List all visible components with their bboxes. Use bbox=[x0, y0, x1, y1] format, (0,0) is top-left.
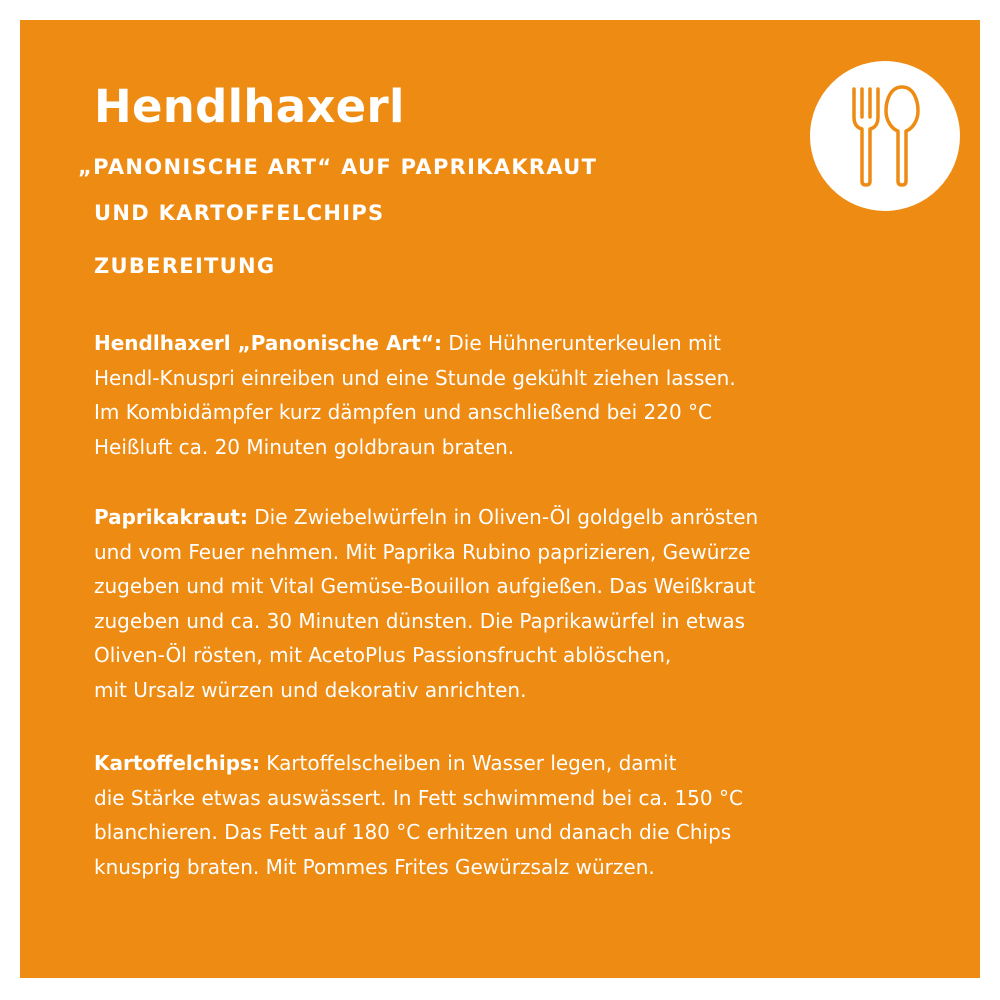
recipe-title: Hendlhaxerl bbox=[94, 80, 405, 133]
paragraph-line: zugeben und mit Vital Gemüse-Bouillon aufgießen. Das Weißkraut bbox=[94, 574, 756, 598]
paragraph-lead: Hendlhaxerl „Panonische Art“: bbox=[94, 331, 442, 355]
paragraph-line: Im Kombidämpfer kurz dämpfen und anschließend bei 220 °C bbox=[94, 400, 712, 424]
recipe-card bbox=[20, 20, 980, 978]
paragraph-line: und vom Feuer nehmen. Mit Paprika Rubino paprizieren, Gewürze bbox=[94, 539, 751, 564]
paragraph-line: die Stärke etwas auswässert. In Fett schwimmend bei ca. 150 °C bbox=[94, 785, 743, 810]
paragraph-kartoffelchips bbox=[94, 746, 934, 884]
subtitle-line-1: „PANONISCHE ART“ AUF PAPRIKAKRAUT bbox=[78, 155, 598, 179]
paragraph-line bbox=[94, 326, 934, 361]
paragraph-line: zugeben und ca. 30 Minuten dünsten. Die Paprikawürfel in etwas bbox=[94, 608, 746, 633]
paragraph-line: mit Ursalz würzen und dekorativ anrichten. bbox=[94, 677, 527, 702]
paragraph-line: Oliven-Öl rösten, mit AcetoPlus Passionsfrucht ablöschen, bbox=[94, 643, 672, 667]
paragraph-lead: Kartoffelchips: bbox=[94, 751, 260, 775]
paragraph-text: Die Zwiebelwürfeln in Oliven-Öl goldgelb anrösten bbox=[247, 505, 759, 529]
paragraph-line bbox=[94, 500, 934, 535]
paragraph-line bbox=[94, 746, 934, 781]
paragraph-line: Hendl-Knuspri einreiben und eine Stunde gekühlt ziehen lassen. bbox=[94, 365, 736, 390]
paragraph-paprikakraut bbox=[94, 500, 934, 707]
paragraph-lead: Paprikakraut: bbox=[94, 505, 248, 529]
subtitle-line-2: UND KARTOFFELCHIPS bbox=[94, 201, 385, 225]
paragraph-line: Heißluft ca. 20 Minuten goldbraun braten. bbox=[94, 434, 515, 459]
fork-spoon-icon bbox=[810, 61, 960, 211]
section-heading-preparation: ZUBEREITUNG bbox=[94, 254, 276, 278]
recipe-subtitle bbox=[78, 144, 597, 236]
paragraph-line: blanchieren. Das Fett auf 180 °C erhitzen und danach die Chips bbox=[94, 820, 732, 844]
paragraph-text: Die Hühnerunterkeulen mit bbox=[442, 331, 721, 355]
paragraph-line: knusprig braten. Mit Pommes Frites Gewürzsalz würzen. bbox=[94, 854, 655, 879]
paragraph-text: Kartoffelscheiben in Wasser legen, damit bbox=[259, 751, 677, 775]
cutlery-badge bbox=[810, 61, 960, 211]
paragraph-hendlhaxerl bbox=[94, 326, 934, 464]
